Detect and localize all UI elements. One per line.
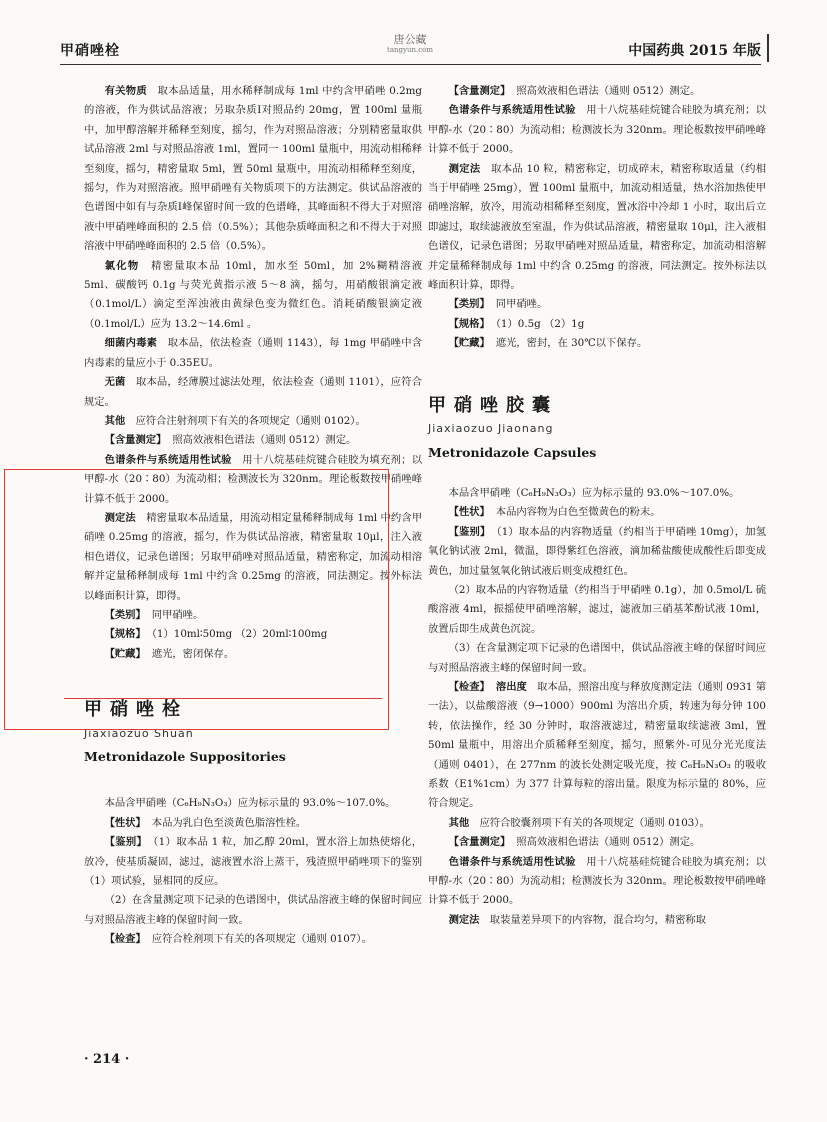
other-para [428,814,766,833]
category-para [428,295,766,314]
para-label: 【贮藏】 [104,647,146,660]
content-para: 本品含甲硝唑（C₆H₉N₃O₃）应为标示量的 93.0%～107.0%。 [448,486,740,499]
para-text: 遮光，密封，在 30℃以下保存。 [495,337,648,350]
character-para [84,814,422,833]
para-label: 【贮藏】 [448,337,490,350]
para-text: 照高效液相色谱法（通则 0512）测定。 [172,434,357,447]
para-text: （1）0.5g （2）1g [495,317,585,330]
para-label: 细菌内毒素 [104,337,158,350]
page-number: · 214 · [84,1052,130,1067]
page-header [60,30,761,70]
endotoxin-para [84,334,422,373]
para-label: 色谱条件与系统适用性试验 [448,855,576,868]
monograph-title-en: Metronidazole Suppositories [84,749,286,764]
assay-2-para [428,833,766,852]
para-text: 取本品，照溶出度与释放度测定法（通则 0931 第一法），以盐酸溶液（9→1000）900ml 为溶出介质，转速为每分钟 100 转，依法操作，经 30 分钟时，取溶液滤过，精密量取续滤液 3ml，置 50ml 量瓶中，用溶出介质稀释至刻度，摇匀，照紫外-可见分光光度法（通则 0401），在 277nm 的波长处测定吸光度，按 C₆H₉N₃O₃ 的吸收系数（E1%1cm）为 377 计算每粒的溶出量。限度为标示量的 80%，应符合规定。 [428,680,767,810]
identification-3-para: （3）在含量测定项下记录的色谱图中，供试品溶液主峰的保留时间应与对照品溶液主峰的保留时间一致。 [428,642,766,674]
highlight-underline [64,698,382,699]
para-text: 取本品适量，用水稀释制成每 1ml 中约含甲硝唑 0.2mg 的溶液，作为供试品溶液；另取杂质Ⅰ对照品约 20mg，置 100ml 量瓶中，加甲醇溶解并稀释至刻度，摇匀，作为对照品溶液；分别精密量取供试品溶液 2ml 与对照品溶液 1ml，置同一 100ml 量瓶中，用流动相稀释至刻度，摇匀，精密量取 5ml，置 50ml 量瓶中，用流动相稀释至刻度，摇匀，作为对照溶液。照甲硝唑有关物质项下的方法测定。供试品溶液的色谱图中如有与杂质Ⅰ峰保留时间一致的色谱峰，其峰面积不得大于对照溶液中甲硝唑峰面积的 2.5 倍（0.5%）；其他杂质峰面积之和不得大于对照溶液中甲硝唑峰面积的 2.5 倍（0.5%）。 [84,85,422,253]
monograph-title-pinyin: Jiaxiaozuo Jiaonang [428,422,554,436]
para-text: 用十八烷基硅烷键合硅胶为填充剂；以甲醇-水（20∶80）为流动相；检测波长为 320nm。理论板数按甲硝唑峰计算不低于 2000。 [428,104,767,156]
para-text: 用十八烷基硅烷键合硅胶为填充剂；以甲醇-水（20∶80）为流动相；检测波长为 320nm。理论板数按甲硝唑峰计算不低于 2000。 [428,855,767,907]
monograph-title-pinyin: Jiaxiaozuo Shuan [84,726,194,740]
chromatography-2-para [428,853,766,911]
related-substances-para [84,82,422,257]
para-text: （1）10ml∶50mg （2）20ml∶100mg [151,628,328,641]
para-label: 【鉴别】 [448,525,491,538]
para-label: 有关物质 [104,85,147,97]
para-label: 无菌 [104,376,126,389]
header-edge-bar [767,34,769,62]
para-label: 色谱条件与系统适用性试验 [448,104,576,117]
para-text: 应符合注射剂项下有关的各项规定（通则 0102）。 [135,414,366,427]
para-text: 精密量取本品 10ml，加水至 50ml，加 2%糊精溶液 5ml、碳酸钙 0.1g 与荧光黄指示液 5～8 滴，摇匀，用硝酸银滴定液（0.1mol/L）滴定至浑浊液由黄绿色变为微红色。消耗硝酸银滴定液（0.1mol/L）应为 13.2～14.6ml 。 [84,259,423,330]
method-para [428,160,766,296]
monograph-title-en: Metronidazole Capsules [428,444,597,460]
assay-para [84,431,422,450]
storage-para [428,334,766,353]
monograph-title-cn: 甲硝唑胶囊 [428,394,558,416]
para-label: 测定法 [104,511,136,524]
spec-para [428,315,766,334]
highlight-annotation-box [4,469,389,730]
identification-2-para: （2）在含量测定项下记录的色谱图中，供试品溶液主峰的保留时间应与对照品溶液主峰的保留时间一致。 [84,894,422,926]
para-sublabel: 溶出度 [495,680,527,693]
publisher-logo [380,34,440,56]
chloride-para [84,257,422,335]
para-text: 取本品 10 粒，精密称定，切成碎末，精密称取适量（约相当于甲硝唑 25mg），置 100ml 量瓶中，加流动相适量，热水浴加热使甲硝唑溶解，放冷，用流动相稀释至刻度，置冰浴中冷却 1 小时，取出后立即滤过，取续滤液放至室温，作为供试品溶液，精密量取 10μl，注入液相色谱仪，记录色谱图；另取甲硝唑对照品适量，精密称定，加流动相溶解并定量稀释制成每 1ml 中约含 0.25mg 的溶液，同法测定。按外标法以峰面积计算，即得。 [428,162,767,292]
para-label: 其他 [104,414,126,427]
para-label: 【性状】 [104,816,146,829]
para-label: 【类别】 [448,298,490,311]
para-label: 【规格】 [104,628,146,641]
para-text: 取本品，经薄膜过滤法处理，依法检查（通则 1101），应符合规定。 [84,376,423,408]
right-column [428,82,766,930]
para-label: 其他 [448,816,470,829]
para-text: 照高效液相色谱法（通则 0512）测定。 [516,85,701,97]
para-label: 氯化物 [104,259,140,272]
para-label: 【类别】 [104,608,146,621]
para-text: 应符合胶囊剂项下有关的各项规定（通则 0103）。 [479,816,710,829]
para-label: 【含量测定】 [448,836,511,849]
identification-para [428,523,766,581]
para-text: （1）取本品 1 粒，加乙醇 20ml，置水浴上加热使熔化，放冷，使基质凝固，滤过，滤液置水浴上蒸干，残渣照甲硝唑项下的鉴别（1）项试验，显相同的反应。 [84,836,422,888]
para-label: 【检查】 [104,933,146,946]
para-label: 测定法 [448,162,481,175]
para-text: 遮光，密闭保存。 [151,647,235,660]
para-text: 同甲硝唑。 [151,608,204,621]
para-label: 【含量测定】 [448,85,511,97]
header-rule [60,64,761,65]
para-label: 【鉴别】 [104,836,148,849]
para-text: 用十八烷基硅烷键合硅胶为填充剂；以甲醇-水（20∶80）为流动相；检测波长为 320nm。理论板数按甲硝唑峰计算不低于 2000。 [84,453,423,505]
header-right-title: 中国药典 2015 年版 [628,43,761,59]
para-label: 测定法 [448,913,480,926]
logo-sub: tangyun.com [387,46,433,54]
para-text: 精密量取本品适量，用流动相定量稀释制成每 1ml 中约含甲硝唑 0.25mg 的溶液，摇匀，作为供试品溶液，精密量取 10μl，注入液相色谱仪，记录色谱图；另取甲硝唑对照品适量，精密称定，加流动相溶解并定量稀释制成每 1ml 中约含 0.25mg 的溶液，同法测定。按外标法以峰面积计算，即得。 [84,511,423,602]
para-text: 本品为乳白色至淡黄色脂溶性栓。 [151,816,307,829]
para-label: 【含量测定】 [104,434,167,447]
para-text: 取本品，依法检查（通则 1143），每 1mg 甲硝唑中含内毒素的量应小于 0.35EU。 [84,337,423,369]
para-label: 【检查】 [448,680,490,693]
character-para [428,503,766,522]
identification-2-para: （2）取本品的内容物适量（约相当于甲硝唑 0.1g），加 0.5mol/L 硫酸溶液 4ml，振摇使甲硝唑溶解，滤过，滤液加三硝基苯酚试液 10ml，放置后即生成黄色沉淀。 [428,583,766,635]
sterility-para [84,373,422,412]
dissolution-para [428,678,766,814]
header-left-title: 甲硝唑栓 [60,43,120,59]
logo-text: 唐公藏 [393,33,427,46]
para-label: 色谱条件与系统适用性试验 [104,453,232,466]
para-text: 照高效液相色谱法（通则 0512）测定。 [516,836,701,849]
method-2-para [428,911,766,930]
inspection-para [84,930,422,949]
other-para [84,412,422,431]
identification-para [84,833,422,891]
para-label: 【规格】 [448,317,490,330]
content-para: 本品含甲硝唑（C₆H₉N₃O₃）应为标示量的 93.0%～107.0%。 [104,797,396,810]
para-text: 本品内容物为白色至微黄色的粉末。 [495,506,661,519]
para-text: 同甲硝唑。 [495,298,548,311]
para-label: 【性状】 [448,506,490,519]
para-text: 取装量差异项下的内容物，混合均匀，精密称取 [489,913,707,926]
monograph-title-cn: 甲硝唑栓 [84,699,188,721]
chromatography-para [428,101,766,159]
assay-para [428,82,766,101]
para-text: （1）取本品的内容物适量（约相当于甲硝唑 10mg），加氢氧化钠试液 2ml，微温，即得紫红色溶液，滴加稀盐酸使成酸性后即变成黄色，加过量氢氧化钠试液后则变成橙红色。 [428,525,766,577]
para-text: 应符合栓剂项下有关的各项规定（通则 0107）。 [151,933,372,946]
